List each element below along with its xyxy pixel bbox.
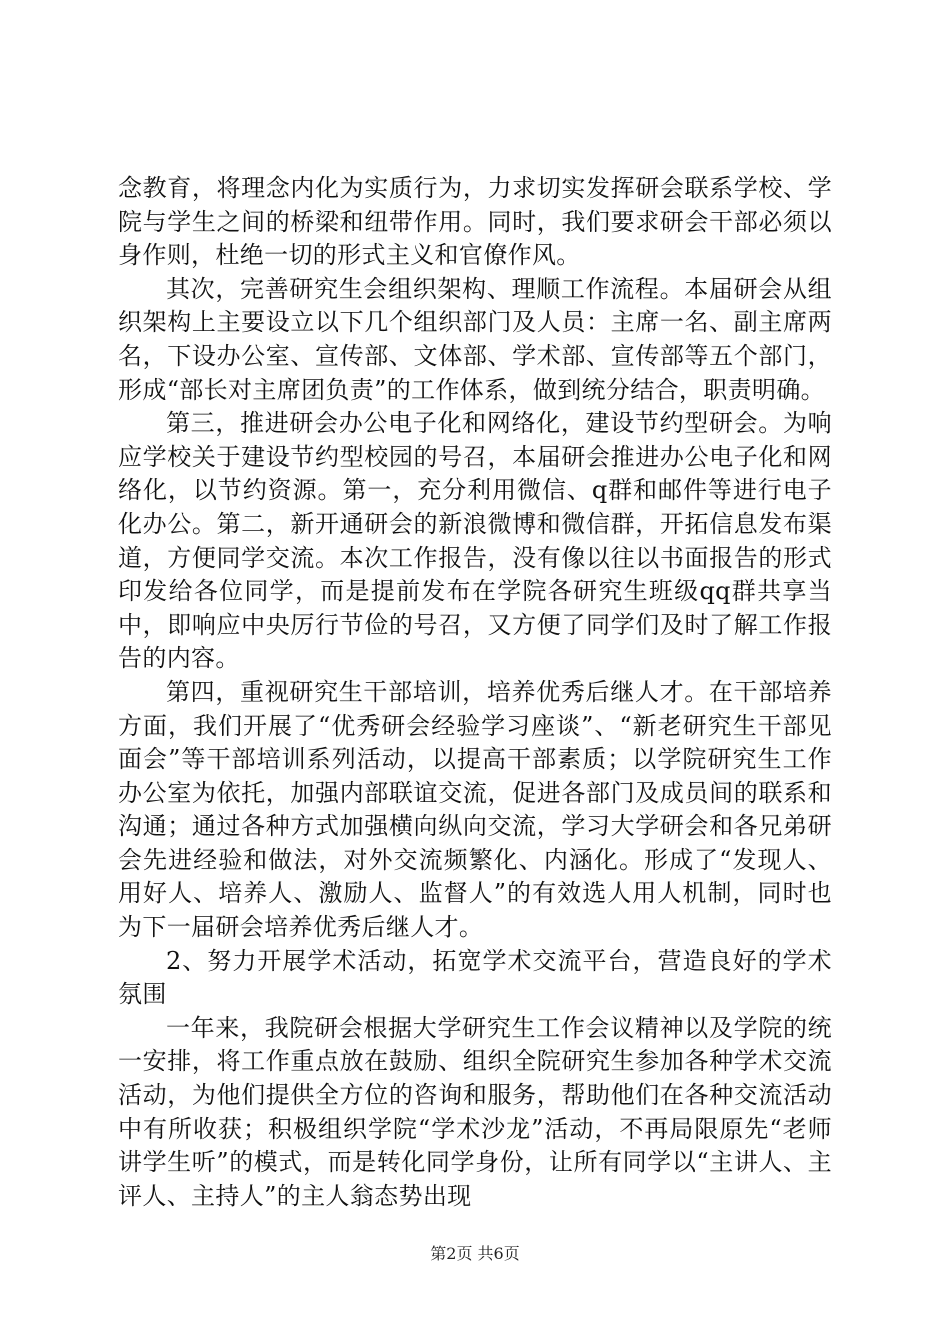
page-number-footer: 第2页 共6页 bbox=[430, 1244, 520, 1263]
paragraph-academic: 一年来，我院研会根据大学研究生工作会议精神以及学院的统一安排，将工作重点放在鼓励、组织全院研究生参加各种学术交流活动，为他们提供全方位的咨询和服务，帮助他们在各种交流活动中有所收获；积极组织学院“学术沙龙”活动，不再局限原先“老师讲学生听”的模式，而是转化同学身份，让所有同学以“主讲人、主评人、主持人”的主人翁态势出现 bbox=[118, 1013, 832, 1210]
paragraph-continuation: 念教育，将理念内化为实质行为，力求切实发挥研会联系学校、学院与学生之间的桥梁和纽带作用。同时，我们要求研会干部必须以身作则，杜绝一切的形式主义和官僚作风。 bbox=[118, 174, 832, 270]
document-body bbox=[118, 172, 832, 1213]
section-heading: 2、努力开展学术活动，拓宽学术交流平台，营造良好的学术氛围 bbox=[118, 946, 832, 1009]
paragraph-third: 第三，推进研会办公电子化和网络化，建设节约型研会。为响应学校关于建设节约型校园的号召，本届研会推进办公电子化和网络化，以节约资源。第一，充分利用微信、q群和邮件等进行电子化办公。第二，新开通研会的新浪微博和微信群，开拓信息发布渠道，方便同学交流。本次工作报告，没有像以往以书面报告的形式印发给各位同学，而是提前发布在学院各研究生班级qq群共享当中，即响应中央厉行节俭的号召，又方便了同学们及时了解工作报告的内容。 bbox=[118, 409, 832, 673]
paragraph-fourth: 第四，重视研究生干部培训，培养优秀后继人才。在干部培养方面，我们开展了“优秀研会经验学习座谈”、“新老研究生干部见面会”等干部培训系列活动，以提高干部素质；以学院研究生工作办公室为依托，加强内部联谊交流，促进各部门及成员间的联系和沟通；通过各种方式加强横向纵向交流，学习大学研会和各兄弟研会先进经验和做法，对外交流频繁化、内涵化。形成了“发现人、用好人、培养人、激励人、监督人”的有效选人用人机制，同时也为下一届研会培养优秀后继人才。 bbox=[118, 677, 832, 942]
paragraph-second: 其次，完善研究生会组织架构、理顺工作流程。本届研会从组织架构上主要设立以下几个组织部门及人员：主席一名、副主席两名，下设办公室、宣传部、文体部、学术部、宣传部等五个部门，形成“部长对主席团负责”的工作体系，做到统分结合，职责明确。 bbox=[118, 274, 832, 404]
